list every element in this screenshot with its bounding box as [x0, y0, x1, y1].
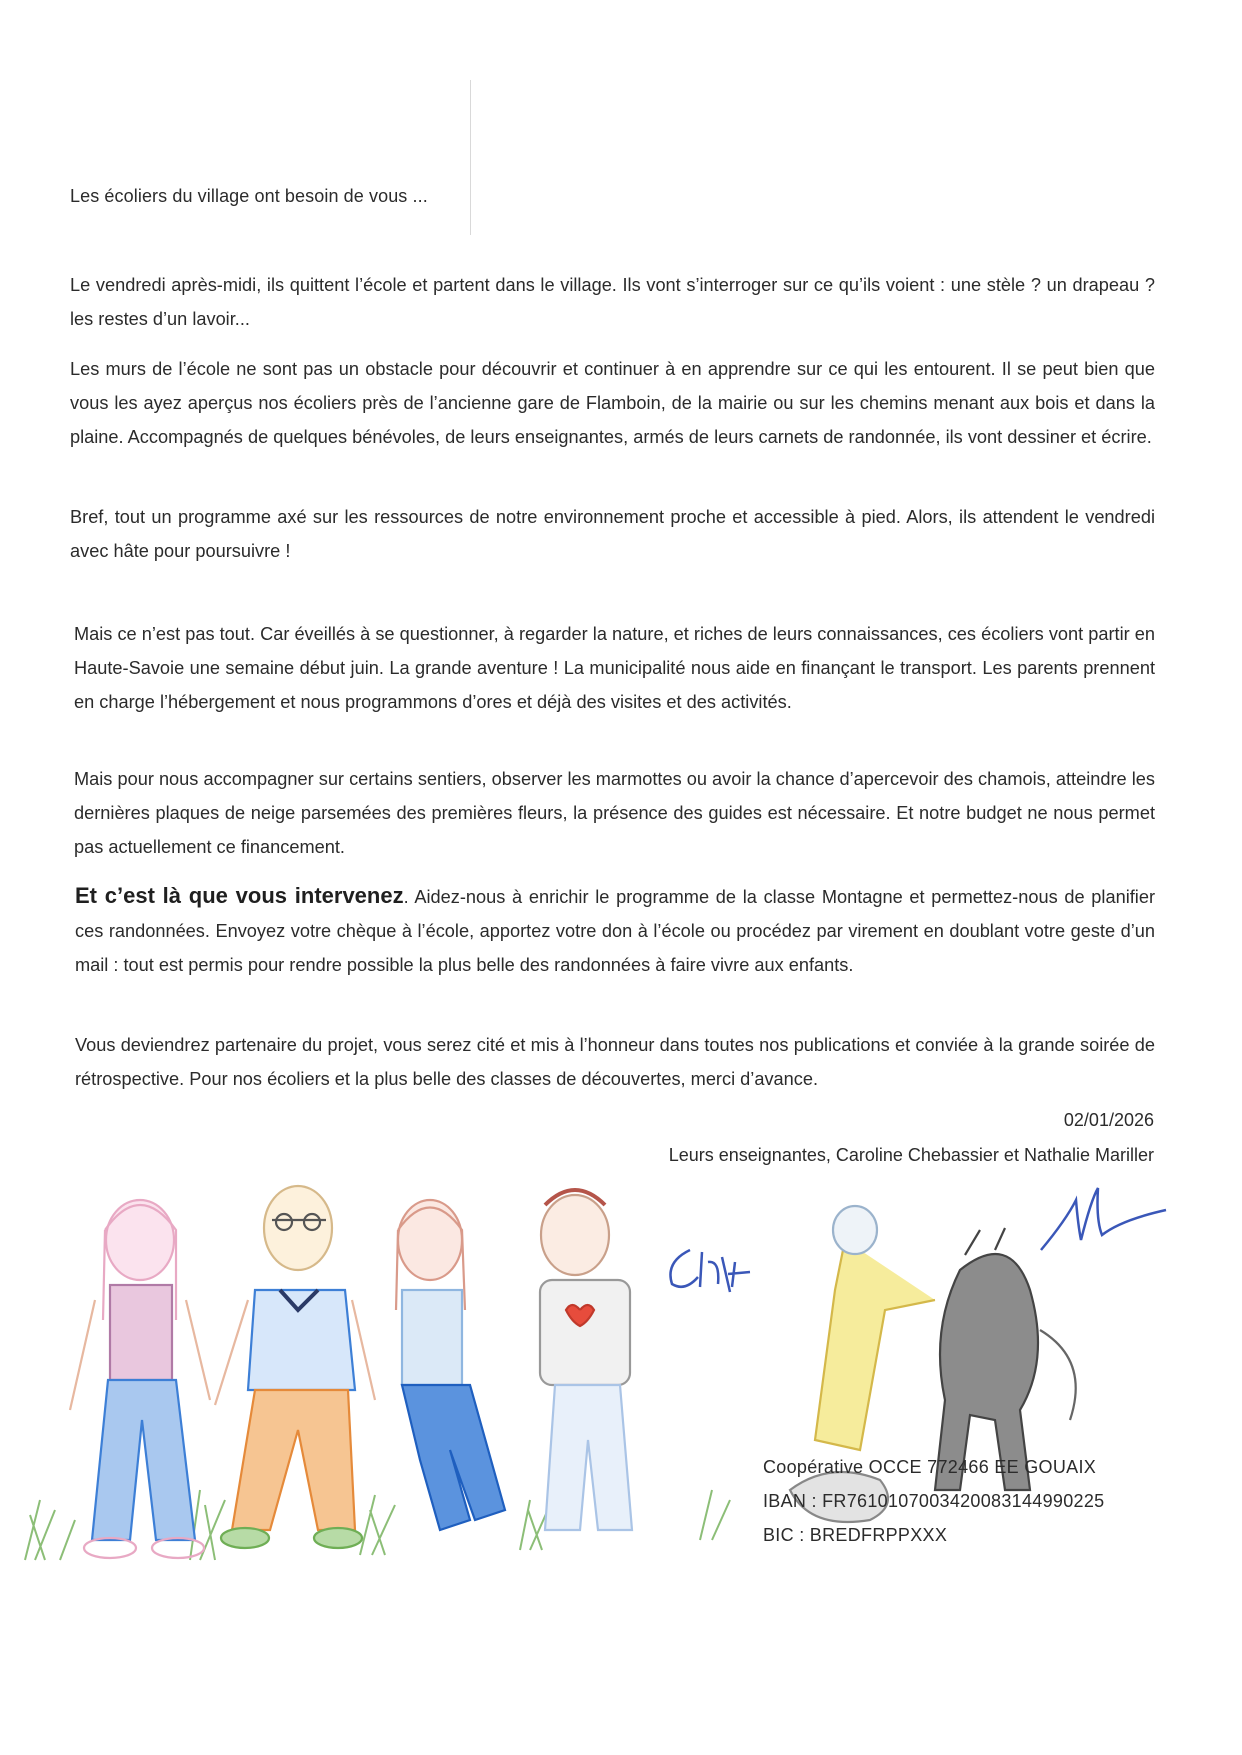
paragraph-6-body: . Aidez-nous à enrichir le programme de la classe Montagne et permettez-nous de planifier ces randonnées. Envoyez votre chèque à l’école, apportez votre don à l’école ou procédez par virement en doublant votre geste d’un mail : tout est permis pour rendre possible la plus belle des randonnées à faire vivre aux enfants.: [75, 887, 1156, 975]
paragraph-3: Bref, tout un programme axé sur les ressources de notre environnement proche et accessible à pied. Alors, ils attendent le vendredi avec hâte pour poursuivre !: [70, 507, 1155, 561]
letter-intro: Les écoliers du village ont besoin de vous ...: [70, 186, 428, 206]
scan-artifact-line: [470, 80, 471, 235]
child-figure-1: [70, 1200, 210, 1558]
bank-details: [763, 1450, 1104, 1552]
paragraph-5: Mais pour nous accompagner sur certains sentiers, observer les marmottes ou avoir la chance d’apercevoir des chamois, atteindre les dernières plaques de neige parsemées des premières fleurs, la présence des guides est nécessaire. Et notre budget ne nous permet pas actuellement ce financement.: [74, 769, 1155, 857]
child-figure-3: [396, 1200, 505, 1530]
iban-line: IBAN : FR7610107003420083144990225: [763, 1491, 1105, 1511]
paragraph-2: Les murs de l’école ne sont pas un obstacle pour découvrir et continuer à en apprendre sur ce qui les entourent. Il se peut bien que vous les ayez aperçus nos écoliers près de l’ancienne gare de Flamboin, de la mairie ou sur les chemins menant aux bois et dans la plaine. Accompagnés de quelques bénévoles, de leurs enseignantes, armés de leurs carnets de randonnée, ils vont dessiner et écrire.: [70, 359, 1155, 447]
cooperative-line: Coopérative OCCE 772466 EE GOUAIX: [763, 1457, 1097, 1477]
child-figure-2: [215, 1186, 375, 1548]
paragraph-4: Mais ce n’est pas tout. Car éveillés à se questionner, à regarder la nature, et riches de leurs connaissances, ces écoliers vont partir en Haute-Savoie une semaine début juin. La grande aventure ! La municipalité nous aide en finançant le transport. Les parents prennent en charge l’hébergement et nous programmons d’ores et déjà des visites et des activités.: [74, 624, 1155, 712]
paragraph-7: Vous deviendrez partenaire du projet, vous serez cité et mis à l’honneur dans toutes nos publications et conviée à la grande soirée de rétrospective. Pour nos écoliers et la plus belle des classes de découvertes, merci d’avance.: [75, 1035, 1155, 1089]
child-figure-4: [540, 1190, 632, 1530]
signature-nathalie: [1036, 1180, 1176, 1260]
bic-line: BIC : BREDFRPPXXX: [763, 1525, 948, 1545]
call-to-action-lead: Et c’est là que vous intervenez: [75, 883, 404, 908]
letter-date: 02/01/2026: [1063, 1110, 1154, 1130]
paragraph-1: Le vendredi après-midi, ils quittent l’école et partent dans le village. Ils vont s’interroger sur ce qu’ils voient : une stèle ? un drapeau ? les restes d’un lavoir...: [70, 275, 1155, 329]
letter-signers: Leurs enseignantes, Caroline Chebassier et Nathalie Mariller: [668, 1145, 1154, 1165]
signature-caroline: [660, 1232, 770, 1302]
paragraph-6: [75, 879, 1155, 982]
